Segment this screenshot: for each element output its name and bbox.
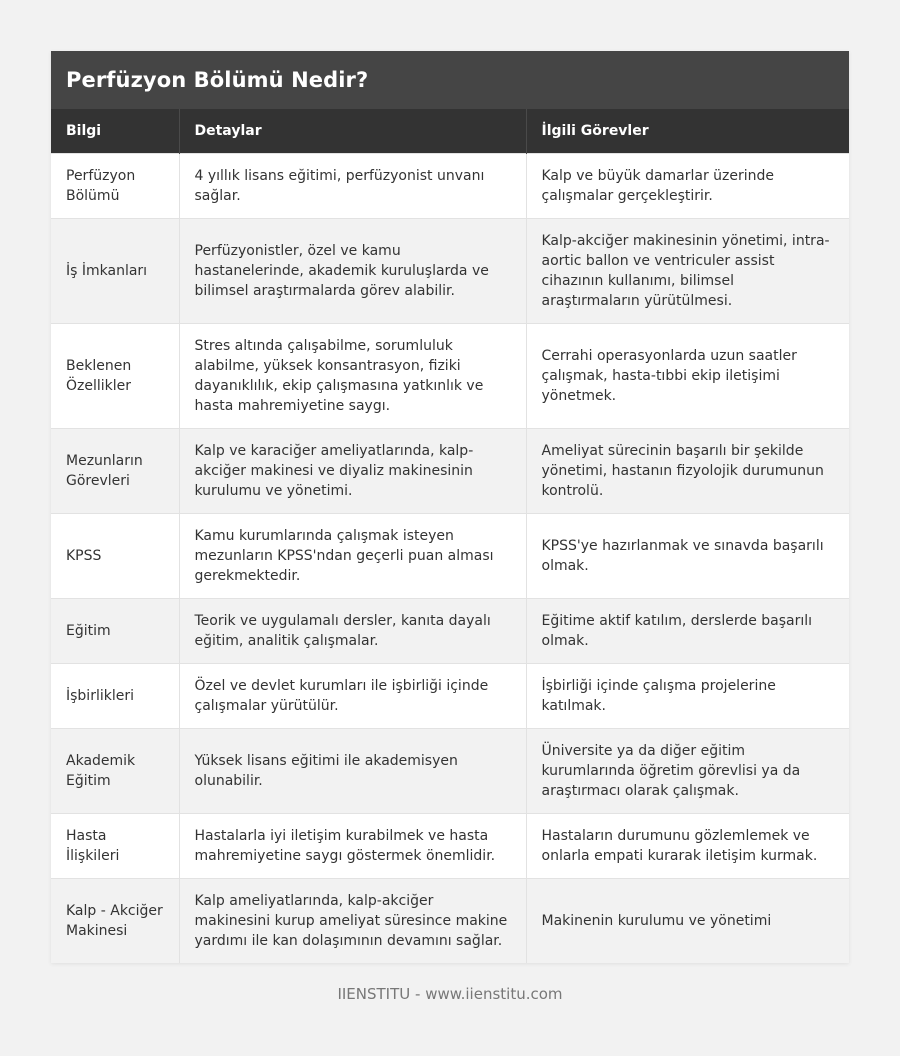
column-header-bilgi: Bilgi bbox=[51, 109, 179, 154]
cell-gorevler: Kalp ve büyük damarlar üzerinde çalışmalar gerçekleştirir. bbox=[526, 154, 849, 219]
cell-gorevler: Makinenin kurulumu ve yönetimi bbox=[526, 879, 849, 964]
table-body bbox=[51, 154, 849, 964]
table-row bbox=[51, 729, 849, 814]
table-header-row bbox=[51, 109, 849, 154]
column-header-ilgili-gorevler: İlgili Görevler bbox=[526, 109, 849, 154]
cell-bilgi: Beklenen Özellikler bbox=[51, 324, 179, 429]
table-row bbox=[51, 814, 849, 879]
cell-detaylar: Hastalarla iyi iletişim kurabilmek ve hasta mahremiyetine saygı göstermek önemlidir. bbox=[179, 814, 526, 879]
cell-detaylar: Teorik ve uygulamalı dersler, kanıta dayalı eğitim, analitik çalışmalar. bbox=[179, 599, 526, 664]
cell-gorevler: Üniversite ya da diğer eğitim kurumlarında öğretim görevlisi ya da araştırmacı olarak çalışmak. bbox=[526, 729, 849, 814]
cell-detaylar: 4 yıllık lisans eğitimi, perfüzyonist unvanı sağlar. bbox=[179, 154, 526, 219]
cell-detaylar: Stres altında çalışabilme, sorumluluk alabilme, yüksek konsantrasyon, fiziki dayanıklılık, ekip çalışmasına yatkınlık ve hasta mahremiyetine saygı. bbox=[179, 324, 526, 429]
cell-bilgi: Eğitim bbox=[51, 599, 179, 664]
cell-detaylar: Perfüzyonistler, özel ve kamu hastanelerinde, akademik kuruluşlarda ve bilimsel araştırmalarda görev alabilir. bbox=[179, 219, 526, 324]
cell-gorevler: Kalp-akciğer makinesinin yönetimi, intra-aortic ballon ve ventriculer assist cihazının kullanımı, bilimsel araştırmaların yürütülmesi. bbox=[526, 219, 849, 324]
column-header-detaylar: Detaylar bbox=[179, 109, 526, 154]
info-table bbox=[51, 109, 849, 963]
cell-bilgi: Akademik Eğitim bbox=[51, 729, 179, 814]
table-row bbox=[51, 154, 849, 219]
cell-detaylar: Özel ve devlet kurumları ile işbirliği içinde çalışmalar yürütülür. bbox=[179, 664, 526, 729]
table-header bbox=[51, 109, 849, 154]
cell-detaylar: Kalp ameliyatlarında, kalp-akciğer makinesini kurup ameliyat süresince makine yardımı ile kan dolaşımının devamını sağlar. bbox=[179, 879, 526, 964]
table-row bbox=[51, 879, 849, 964]
cell-detaylar: Yüksek lisans eğitimi ile akademisyen olunabilir. bbox=[179, 729, 526, 814]
cell-bilgi: Mezunların Görevleri bbox=[51, 429, 179, 514]
cell-bilgi: İş İmkanları bbox=[51, 219, 179, 324]
title-bar bbox=[51, 51, 849, 109]
cell-bilgi: Hasta İlişkileri bbox=[51, 814, 179, 879]
cell-bilgi: KPSS bbox=[51, 514, 179, 599]
cell-bilgi: Kalp - Akciğer Makinesi bbox=[51, 879, 179, 964]
cell-gorevler: İşbirliği içinde çalışma projelerine katılmak. bbox=[526, 664, 849, 729]
cell-detaylar: Kalp ve karaciğer ameliyatlarında, kalp-akciğer makinesi ve diyaliz makinesinin kurulumu ve yönetimi. bbox=[179, 429, 526, 514]
table-row bbox=[51, 219, 849, 324]
table-row bbox=[51, 514, 849, 599]
cell-bilgi: Perfüzyon Bölümü bbox=[51, 154, 179, 219]
cell-gorevler: Hastaların durumunu gözlemlemek ve onlarla empati kurarak iletişim kurmak. bbox=[526, 814, 849, 879]
table-row bbox=[51, 599, 849, 664]
table-row bbox=[51, 324, 849, 429]
cell-gorevler: Cerrahi operasyonlarda uzun saatler çalışmak, hasta-tıbbi ekip iletişimi yönetmek. bbox=[526, 324, 849, 429]
cell-gorevler: Ameliyat sürecinin başarılı bir şekilde yönetimi, hastanın fizyolojik durumunun kontrolü. bbox=[526, 429, 849, 514]
page-title: Perfüzyon Bölümü Nedir? bbox=[66, 68, 369, 92]
table-row bbox=[51, 664, 849, 729]
info-table-card bbox=[51, 51, 849, 963]
cell-detaylar: Kamu kurumlarında çalışmak isteyen mezunların KPSS'ndan geçerli puan alması gerekmektedir. bbox=[179, 514, 526, 599]
footer-credit: IIENSTITU - www.iienstitu.com bbox=[337, 985, 563, 1003]
cell-gorevler: KPSS'ye hazırlanmak ve sınavda başarılı olmak. bbox=[526, 514, 849, 599]
table-row bbox=[51, 429, 849, 514]
cell-gorevler: Eğitime aktif katılım, derslerde başarılı olmak. bbox=[526, 599, 849, 664]
cell-bilgi: İşbirlikleri bbox=[51, 664, 179, 729]
